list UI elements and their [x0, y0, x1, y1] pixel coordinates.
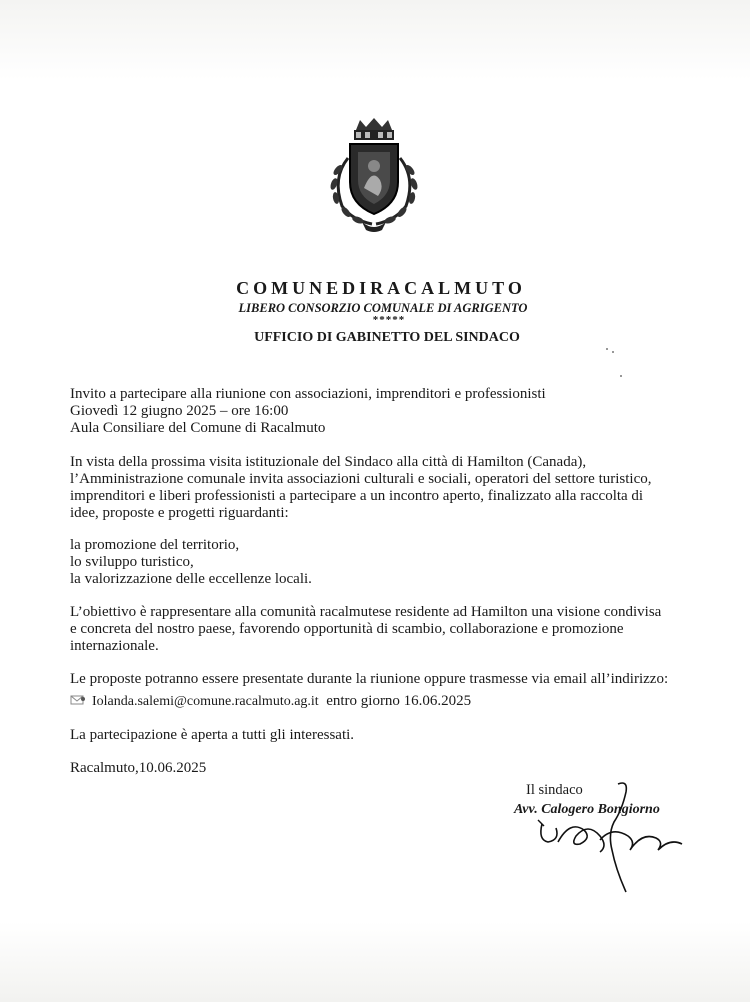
- consorzio-subtitle: LIBERO CONSORZIO COMUNALE DI AGRIGENTO: [238, 301, 528, 315]
- scan-speck: [620, 375, 622, 377]
- place-date: Racalmuto,10.06.2025: [70, 760, 207, 776]
- envelope-icon: [70, 694, 86, 706]
- topic-item: lo sviluppo turistico,: [70, 554, 194, 570]
- meeting-venue: Aula Consiliare del Comune di Racalmuto: [70, 420, 326, 436]
- paragraph-line: e concreta del nostro paese, favorendo opportunità di scambio, collaborazione e promozione: [70, 621, 624, 637]
- scan-speck: [612, 351, 614, 353]
- office-title: UFFICIO DI GABINETTO DEL SINDACO: [254, 330, 520, 345]
- paragraph-line: internazionale.: [70, 638, 159, 654]
- email-line: [70, 692, 471, 711]
- signature-label: Il sindaco: [526, 782, 583, 798]
- invitation-heading: Invito a partecipare alla riunione con associazioni, imprenditori e professionisti: [70, 386, 546, 402]
- header-separator: *****: [372, 314, 406, 326]
- paragraph-line: idee, proposte e progetti riguardanti:: [70, 505, 289, 521]
- comune-name: COMUNEDIRACALMUTO: [236, 278, 526, 298]
- topic-item: la promozione del territorio,: [70, 537, 240, 553]
- scan-speck: [606, 348, 608, 350]
- paragraph-line: In vista della prossima visita istituzionale del Sindaco alla città di Hamilton (Canada),: [70, 454, 587, 470]
- paragraph-line: imprenditori e liberi professionisti a partecipare a un incontro aperto, finalizzato alla raccolta di: [70, 488, 644, 504]
- mayor-name: Avv. Calogero Bongiorno: [514, 802, 660, 817]
- paragraph-line: L’obiettivo è rappresentare alla comunità racalmutese residente ad Hamilton una visione condivisa: [70, 604, 662, 620]
- paragraph-line: Le proposte potranno essere presentate durante la riunione oppure trasmesse via email all’indirizzo:: [70, 671, 669, 687]
- email-address-link[interactable]: Iolanda.salemi@comune.racalmuto.ag.it: [92, 694, 319, 709]
- topic-item: la valorizzazione delle eccellenze locali.: [70, 571, 312, 587]
- participation-note: La partecipazione è aperta a tutti gli interessati.: [70, 727, 355, 743]
- paragraph-line: l’Amministrazione comunale invita associazioni culturali e sociali, operatori del settore turistico,: [70, 471, 652, 487]
- coat-of-arms-icon: [322, 118, 426, 234]
- deadline-text: entro giorno 16.06.2025: [326, 693, 472, 709]
- meeting-date: Giovedì 12 giugno 2025 – ore 16:00: [70, 403, 289, 419]
